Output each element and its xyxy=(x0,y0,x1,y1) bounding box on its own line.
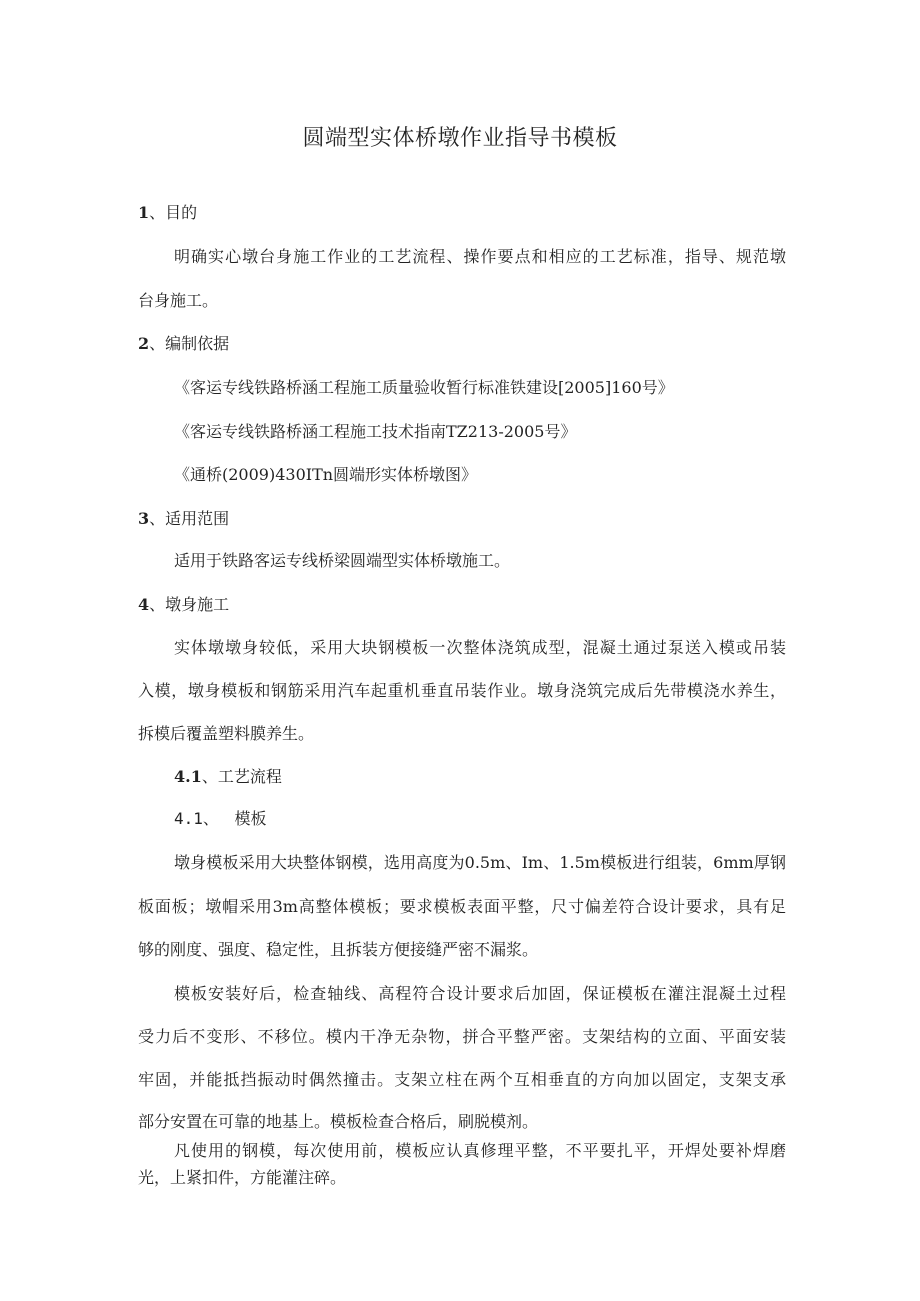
paragraph-2-line-1: 模板安装好后，检查轴线、高程符合设计要求后加固，保证模板在灌注混凝土过程 xyxy=(174,984,786,1003)
paragraph-1-line-1: 墩身模板采用大块整体钢模，选用高度为0.5m、Im、1.5m模板进行组装，6mm厚钢 xyxy=(174,853,786,872)
subsection-title: 工艺流程 xyxy=(217,767,282,786)
document-title: 圆端型实体桥墩作业指导书模板 xyxy=(302,126,618,151)
section-3-heading xyxy=(138,508,229,530)
section-4-line-2: 入模，墩身模板和钢筋采用汽车起重机垂直吊装作业。墩身浇筑完成后先带模浇水养生， xyxy=(138,681,786,700)
section-4-line-3: 拆模后覆盖塑料膜养生。 xyxy=(138,724,315,743)
paragraph-2-line-2: 受力后不变形、不移位。模内干净无杂物，拼合平整严密。支架结构的立面、平面安装 xyxy=(138,1027,786,1046)
section-title: 墩身施工 xyxy=(165,595,230,614)
section-4-heading xyxy=(138,594,229,616)
section-separator: 、 xyxy=(149,203,166,222)
paragraph-3-line-2: 光，上紧扣件，方能灌注碎。 xyxy=(138,1168,347,1187)
section-number: 3 xyxy=(138,509,150,528)
subsection-number: 4.1 xyxy=(174,767,202,786)
reference-3: 《通桥(2009)430ITn圆端形实体桥墩图》 xyxy=(174,465,478,484)
section-title: 编制依据 xyxy=(165,334,230,353)
section-number: 4 xyxy=(138,595,150,614)
reference-2: 《客运专线铁路桥涵工程施工技术指南TZ213-2005号》 xyxy=(174,422,577,441)
reference-1: 《客运专线铁路桥涵工程施工质量验收暂行标准铁建设[2005]160号》 xyxy=(174,378,674,397)
paragraph-3-line-1: 凡使用的钢模，每次使用前，模板应认真修理平整，不平要扎平，开焊处要补焊磨 xyxy=(174,1141,786,1160)
subsection-heading xyxy=(174,766,282,788)
section-1-heading xyxy=(138,202,197,224)
section-separator: 、 xyxy=(149,334,166,353)
section-4-line-1: 实体墩墩身较低，采用大块钢模板一次整体浇筑成型，混凝土通过泵送入模或吊装 xyxy=(174,638,786,657)
paragraph-1-line-2: 板面板；墩帽采用3m高整体模板；要求模板表面平整，尺寸偏差符合设计要求，具有足 xyxy=(138,897,786,916)
section-3-line-1: 适用于铁路客运专线桥梁圆端型实体桥墩施工。 xyxy=(174,551,511,570)
section-1-line-1: 明确实心墩台身施工作业的工艺流程、操作要点和相应的工艺标准，指导、规范墩 xyxy=(174,247,786,266)
subsection-separator: 、 xyxy=(201,767,218,786)
subsubsection-title: 模板 xyxy=(234,809,267,828)
paragraph-2-line-3: 牢固，并能抵挡振动时偶然撞击。支架立柱在两个互相垂直的方向加以固定，支架支承 xyxy=(138,1070,786,1089)
section-separator: 、 xyxy=(149,595,166,614)
section-title: 目的 xyxy=(165,203,198,222)
section-separator: 、 xyxy=(149,509,166,528)
paragraph-2-line-4: 部分安置在可靠的地基上。模板检查合格后，刷脱模剂。 xyxy=(138,1112,539,1131)
section-number: 1 xyxy=(138,203,150,222)
section-2-heading xyxy=(138,333,229,355)
subsubsection-heading xyxy=(174,808,267,830)
subsubsection-number: 4.1、 xyxy=(174,809,219,828)
section-number: 2 xyxy=(138,334,150,353)
paragraph-1-line-3: 够的刚度、强度、稳定性，且拆装方便接缝严密不漏浆。 xyxy=(138,940,539,959)
section-1-line-2: 台身施工。 xyxy=(138,291,219,310)
section-title: 适用范围 xyxy=(165,509,230,528)
